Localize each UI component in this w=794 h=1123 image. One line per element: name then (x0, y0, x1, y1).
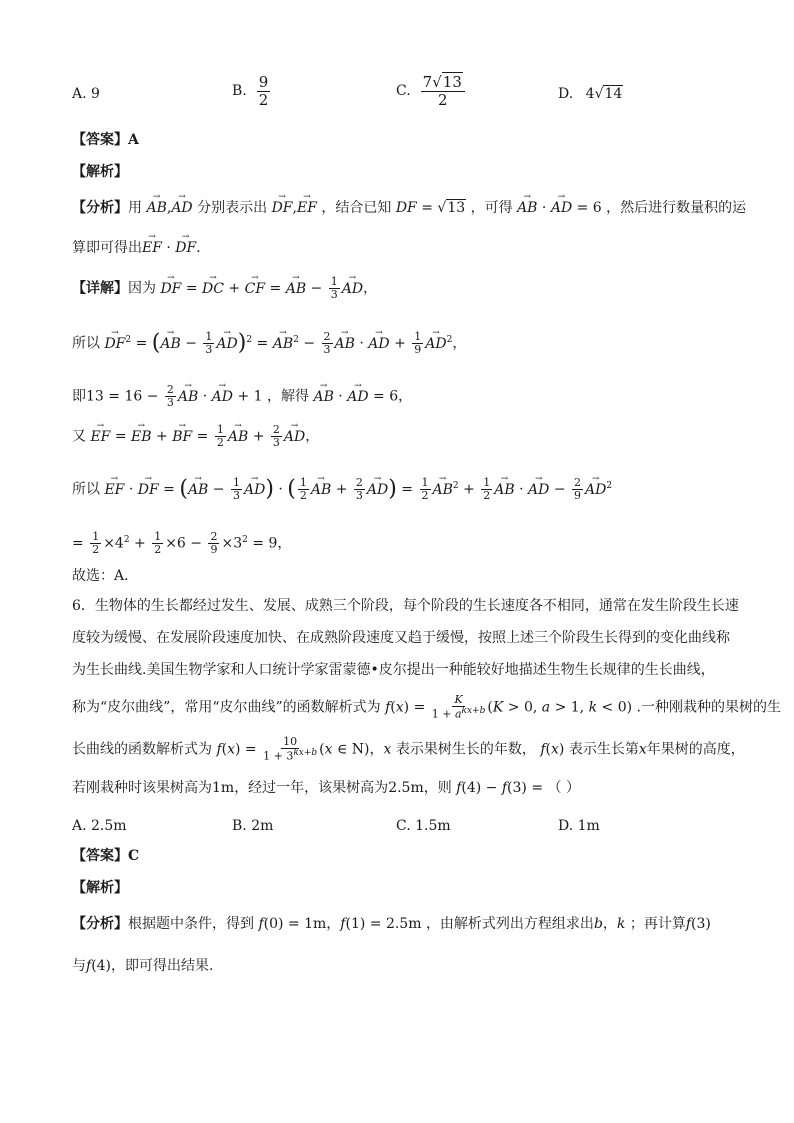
q5-detail-line1: 【详解】因为 → DF = → DC + → CF = → AB − $\frac{1}{3}$ → AD， (72, 276, 377, 301)
option-c: C. $\frac{7√13}{2}$ (396, 74, 467, 108)
q6-line3: 为生长曲线.美国生物学家和人口统计学家雷蒙德•皮尔提出一种能较好地描述生物生长规律的生长曲线， (72, 662, 715, 678)
q5-answer: 【答案】A (72, 132, 139, 148)
q5-analysis-label: 【解析】 (72, 164, 128, 180)
q5-detail-line4: 又 → EF = → EB + → BF = $\frac{1}{2}$ → AB + $\frac{2}{3}$ → AD， (72, 424, 319, 449)
q6-line1: 6．生物体的生长都经过发生、发展、成熟三个阶段，每个阶段的生长速度各不相同，通常在发生阶段生长速 (72, 598, 739, 614)
q5-detail-line2: 所以 → $DF^2$ = (→ AB − $\frac{1}{3}$ → AD)$^2$ = → $AB^2$ − $\frac{2}{3}$ → AB · → AD + $\frac{1}{9}$ → $AD^2$， (72, 330, 466, 356)
q5-fenxi-line2: 算即可得出→ EF · → DF． (72, 238, 210, 258)
q6-fenxi-line2: 与f(4)，即可得出结果. (72, 958, 214, 974)
q6-line5: 长曲线的函数解析式为 f(x) = $\frac{10}{1 + 3^{kx+b}}$ (x ∈ N)，x 表示果树生长的年数， f(x) 表示生长第x年果树的高度， (72, 735, 745, 763)
q6-fenxi-line1: 【分析】根据题中条件，得到 f(0) = 1m，f(1) = 2.5m ，由解析式列出方程组求出b，k ；再计算f(3) (72, 916, 711, 932)
q5-fenxi-line1: 【分析】用 → AB,→ AD 分别表示出 → DF,→ EF ，结合已知 DF = √13 ，可得 → AB · → AD = 6 ，然后进行数量积的运 (72, 198, 746, 218)
option-d: D. 4√14 (558, 86, 623, 102)
q6-line4: 称为“皮尔曲线”，常用“皮尔曲线”的函数解析式为 f(x) = $\frac{K}{1 + a^{kx+b}}$ (K > 0, a > 1, k < 0) .一种刚栽种的果树的生 (72, 693, 781, 721)
q5-detail-line5: 所以 → EF · → DF = (→ AB − $\frac{1}{3}$ → AD) · ( $\frac{1}{2}$ → AB + $\frac{2}{3}$ → AD) = $\frac{1}{2}$ → $AB^2$ + $\frac{1}{2}$ → AB · → AD − $\frac{2}{9}$ → $AD^2$ (72, 476, 612, 502)
q6-option-b: B. 2m (232, 818, 274, 834)
q6-analysis-label: 【解析】 (72, 880, 128, 896)
q5-conclusion: 故选：A． (72, 568, 139, 584)
q6-option-a: A. 2.5m (72, 818, 127, 834)
q6-option-d: D. 1m (558, 818, 600, 834)
option-a: A. 9 (72, 86, 100, 102)
option-b: B. $\frac{9}{2}$ (232, 73, 269, 109)
q5-detail-line6: = $\frac{1}{2}$ $\times 4^2$ + $\frac{1}{2}$ ×6 − $\frac{2}{9}$ $\times 3^2 = 9$， (72, 530, 292, 557)
q6-line6: 若刚栽种时该果树高为1m，经过一年，该果树高为2.5m，则 f(4) − f(3) = （ ） (72, 780, 580, 796)
q6-line2: 度较为缓慢、在发展阶段速度加快、在成熟阶段速度又趋于缓慢，按照上述三个阶段生长得到的变化曲线称 (72, 630, 730, 646)
q5-detail-line3: 即13 = 16 − $\frac{2}{3}$ → AB · → AD + 1 ，解得 → AB · → AD = 6， (72, 384, 412, 409)
q6-answer: 【答案】C (72, 848, 140, 864)
q6-option-c: C. 1.5m (396, 818, 451, 834)
